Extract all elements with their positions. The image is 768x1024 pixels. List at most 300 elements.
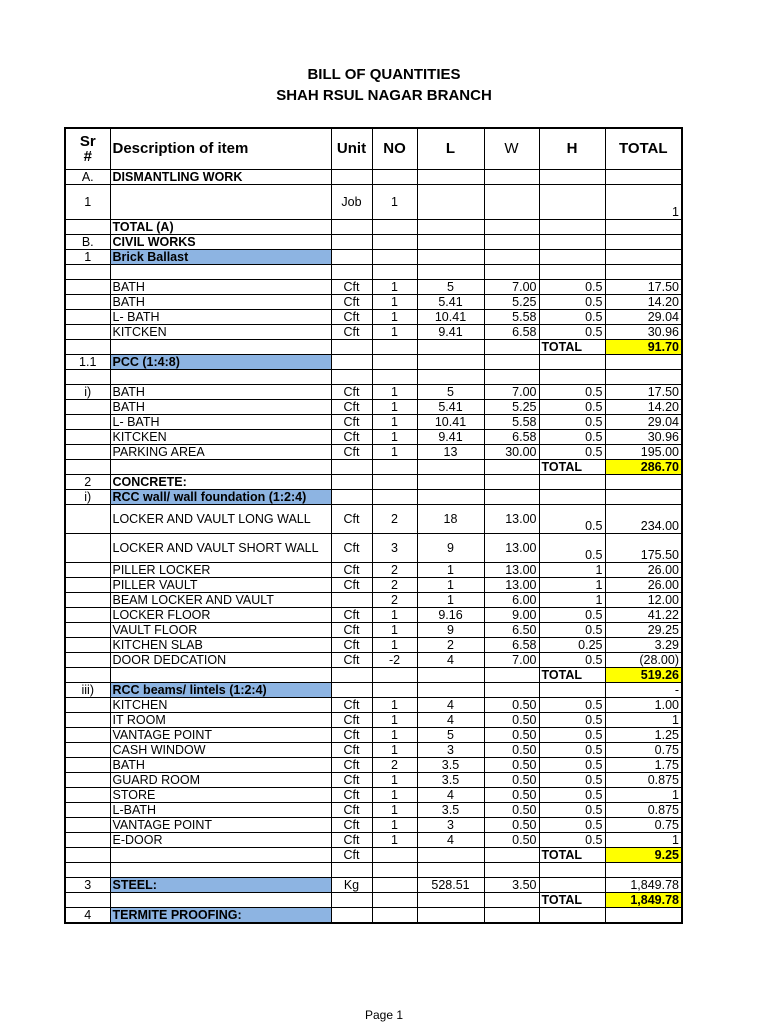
cell-no: 1 <box>372 295 417 310</box>
cell-unit <box>331 490 372 505</box>
cell-w <box>484 170 539 185</box>
cell-description: BATH <box>110 295 331 310</box>
cell-description: LOCKER AND VAULT LONG WALL <box>110 505 331 534</box>
cell-description: L- BATH <box>110 415 331 430</box>
cell-total: 1 <box>605 833 682 848</box>
page-footer: Page 1 <box>364 1008 404 1022</box>
cell-unit <box>331 370 372 385</box>
cell-no <box>372 848 417 863</box>
cell-w <box>484 250 539 265</box>
cell-description: PCC (1:4:8) <box>110 355 331 370</box>
cell-total: 1,849.78 <box>605 893 682 908</box>
cell-description: KITCHEN <box>110 698 331 713</box>
cell-total: 14.20 <box>605 295 682 310</box>
cell-total: 26.00 <box>605 563 682 578</box>
cell-sr <box>65 833 110 848</box>
header-unit: Unit <box>331 128 372 170</box>
cell-l <box>417 170 484 185</box>
cell-sr <box>65 893 110 908</box>
cell-h <box>539 265 605 280</box>
cell-unit: Cft <box>331 803 372 818</box>
table-row <box>65 370 682 385</box>
cell-total: 41.22 <box>605 608 682 623</box>
cell-w <box>484 908 539 924</box>
cell-total <box>605 370 682 385</box>
cell-h: 0.5 <box>539 430 605 445</box>
cell-total: 1 <box>605 713 682 728</box>
cell-no <box>372 475 417 490</box>
cell-total: 17.50 <box>605 385 682 400</box>
cell-h: 0.5 <box>539 788 605 803</box>
cell-no <box>372 908 417 924</box>
cell-h: 0.5 <box>539 773 605 788</box>
cell-description: BEAM LOCKER AND VAULT <box>110 593 331 608</box>
header-sr-label: Sr <box>79 133 96 150</box>
cell-unit: Cft <box>331 430 372 445</box>
cell-no <box>372 878 417 893</box>
cell-l: 3 <box>417 743 484 758</box>
cell-l <box>417 683 484 698</box>
cell-no: 1 <box>372 638 417 653</box>
cell-no: 1 <box>372 385 417 400</box>
cell-description: VANTAGE POINT <box>110 818 331 833</box>
cell-w: 13.00 <box>484 578 539 593</box>
cell-h: 0.5 <box>539 713 605 728</box>
cell-description: BATH <box>110 400 331 415</box>
cell-total <box>605 220 682 235</box>
cell-total <box>605 355 682 370</box>
cell-total <box>605 490 682 505</box>
cell-w: 6.00 <box>484 593 539 608</box>
cell-description: KITCKEN <box>110 325 331 340</box>
cell-sr <box>65 340 110 355</box>
cell-unit: Cft <box>331 295 372 310</box>
cell-no: 1 <box>372 833 417 848</box>
cell-sr <box>65 325 110 340</box>
cell-w <box>484 893 539 908</box>
cell-h: 0.5 <box>539 280 605 295</box>
table-row <box>65 623 682 638</box>
table-row <box>65 295 682 310</box>
cell-sr <box>65 310 110 325</box>
cell-sr <box>65 430 110 445</box>
cell-l: 5.41 <box>417 400 484 415</box>
cell-no: 2 <box>372 758 417 773</box>
cell-total: 234.00 <box>605 505 682 534</box>
cell-h: 0.5 <box>539 653 605 668</box>
cell-l <box>417 460 484 475</box>
cell-h: 0.5 <box>539 803 605 818</box>
cell-unit <box>331 668 372 683</box>
cell-w: 0.50 <box>484 803 539 818</box>
cell-no <box>372 668 417 683</box>
cell-description: VAULT FLOOR <box>110 623 331 638</box>
cell-l <box>417 220 484 235</box>
cell-unit: Job <box>331 185 372 220</box>
cell-no: 1 <box>372 773 417 788</box>
table-row <box>65 534 682 563</box>
cell-unit: Kg <box>331 878 372 893</box>
cell-no <box>372 893 417 908</box>
cell-description <box>110 340 331 355</box>
cell-l: 5 <box>417 280 484 295</box>
cell-total: 29.04 <box>605 415 682 430</box>
cell-sr: 1 <box>65 185 110 220</box>
cell-h: 1 <box>539 563 605 578</box>
table-body <box>65 170 682 924</box>
cell-w: 0.50 <box>484 773 539 788</box>
cell-sr: 3 <box>65 878 110 893</box>
cell-l: 9 <box>417 534 484 563</box>
cell-l <box>417 355 484 370</box>
cell-h: 0.5 <box>539 295 605 310</box>
cell-sr <box>65 295 110 310</box>
cell-sr: i) <box>65 490 110 505</box>
table-row <box>65 250 682 265</box>
table-row <box>65 280 682 295</box>
cell-h <box>539 878 605 893</box>
cell-unit: Cft <box>331 563 372 578</box>
cell-w: 13.00 <box>484 505 539 534</box>
header-total: TOTAL <box>605 128 682 170</box>
cell-total: 29.04 <box>605 310 682 325</box>
cell-unit: Cft <box>331 638 372 653</box>
cell-total: 0.875 <box>605 803 682 818</box>
cell-h <box>539 250 605 265</box>
cell-unit: Cft <box>331 788 372 803</box>
cell-sr <box>65 773 110 788</box>
header-hash-label: # <box>83 148 92 165</box>
cell-w <box>484 235 539 250</box>
cell-no: 1 <box>372 818 417 833</box>
cell-h: TOTAL <box>539 668 605 683</box>
cell-sr <box>65 818 110 833</box>
cell-sr <box>65 505 110 534</box>
table-row <box>65 698 682 713</box>
cell-sr <box>65 460 110 475</box>
cell-description: DOOR DEDCATION <box>110 653 331 668</box>
cell-h <box>539 235 605 250</box>
cell-description: BATH <box>110 385 331 400</box>
cell-h: TOTAL <box>539 848 605 863</box>
table-header-row <box>65 128 682 170</box>
cell-h: TOTAL <box>539 460 605 475</box>
cell-description: TOTAL (A) <box>110 220 331 235</box>
cell-w: 6.58 <box>484 325 539 340</box>
table-row <box>65 385 682 400</box>
cell-total: 1.00 <box>605 698 682 713</box>
boq-table <box>64 127 683 924</box>
header-no: NO <box>372 128 417 170</box>
cell-no: 2 <box>372 578 417 593</box>
cell-total: - <box>605 683 682 698</box>
cell-sr <box>65 788 110 803</box>
cell-total: 286.70 <box>605 460 682 475</box>
cell-unit <box>331 220 372 235</box>
cell-description: TERMITE PROOFING: <box>110 908 331 924</box>
cell-description <box>110 893 331 908</box>
cell-description <box>110 185 331 220</box>
cell-total: 12.00 <box>605 593 682 608</box>
cell-total: 1,849.78 <box>605 878 682 893</box>
cell-no: 1 <box>372 185 417 220</box>
cell-total: 9.25 <box>605 848 682 863</box>
table-row <box>65 593 682 608</box>
table-row <box>65 728 682 743</box>
cell-description: L-BATH <box>110 803 331 818</box>
cell-no: 1 <box>372 788 417 803</box>
cell-no: 1 <box>372 280 417 295</box>
cell-unit <box>331 340 372 355</box>
cell-no: 1 <box>372 713 417 728</box>
cell-sr: i) <box>65 385 110 400</box>
table-row <box>65 475 682 490</box>
cell-l: 1 <box>417 578 484 593</box>
cell-unit: Cft <box>331 445 372 460</box>
cell-description <box>110 668 331 683</box>
cell-description <box>110 370 331 385</box>
cell-h <box>539 475 605 490</box>
cell-sr <box>65 758 110 773</box>
cell-l: 1 <box>417 593 484 608</box>
cell-h: 0.5 <box>539 310 605 325</box>
cell-description <box>110 863 331 878</box>
table-row <box>65 460 682 475</box>
cell-no: 1 <box>372 608 417 623</box>
cell-w <box>484 355 539 370</box>
cell-unit <box>331 235 372 250</box>
cell-h <box>539 683 605 698</box>
cell-h: 0.5 <box>539 833 605 848</box>
cell-description: PARKING AREA <box>110 445 331 460</box>
header-sr <box>65 128 110 170</box>
cell-unit <box>331 265 372 280</box>
cell-w: 3.50 <box>484 878 539 893</box>
cell-description: L- BATH <box>110 310 331 325</box>
cell-unit: Cft <box>331 400 372 415</box>
table-row <box>65 908 682 924</box>
cell-l: 2 <box>417 638 484 653</box>
cell-unit <box>331 593 372 608</box>
cell-unit: Cft <box>331 758 372 773</box>
cell-w: 0.50 <box>484 758 539 773</box>
cell-total: 14.20 <box>605 400 682 415</box>
cell-w <box>484 848 539 863</box>
cell-unit: Cft <box>331 310 372 325</box>
cell-w <box>484 475 539 490</box>
cell-w: 0.50 <box>484 788 539 803</box>
table-row <box>65 445 682 460</box>
cell-sr <box>65 220 110 235</box>
cell-total: 29.25 <box>605 623 682 638</box>
cell-no: 1 <box>372 430 417 445</box>
cell-l: 4 <box>417 713 484 728</box>
cell-w <box>484 490 539 505</box>
cell-total: 26.00 <box>605 578 682 593</box>
cell-h <box>539 490 605 505</box>
cell-l: 4 <box>417 698 484 713</box>
cell-sr <box>65 563 110 578</box>
cell-w <box>484 220 539 235</box>
cell-sr <box>65 280 110 295</box>
table-row <box>65 878 682 893</box>
cell-total <box>605 475 682 490</box>
cell-sr: B. <box>65 235 110 250</box>
cell-no: 1 <box>372 803 417 818</box>
cell-unit: Cft <box>331 818 372 833</box>
cell-w: 0.50 <box>484 728 539 743</box>
cell-no: 1 <box>372 623 417 638</box>
cell-total: 519.26 <box>605 668 682 683</box>
cell-w <box>484 265 539 280</box>
cell-total: 1 <box>605 788 682 803</box>
header-w: W <box>484 128 539 170</box>
cell-unit: Cft <box>331 698 372 713</box>
table-row <box>65 265 682 280</box>
cell-h <box>539 908 605 924</box>
cell-l <box>417 185 484 220</box>
cell-unit <box>331 908 372 924</box>
table-row <box>65 743 682 758</box>
cell-w <box>484 460 539 475</box>
cell-w: 5.58 <box>484 310 539 325</box>
cell-total: 0.75 <box>605 743 682 758</box>
cell-unit: Cft <box>331 743 372 758</box>
table-row <box>65 340 682 355</box>
cell-no: 1 <box>372 445 417 460</box>
cell-total: 1.25 <box>605 728 682 743</box>
cell-h <box>539 370 605 385</box>
cell-w: 6.58 <box>484 430 539 445</box>
cell-sr <box>65 593 110 608</box>
cell-description: LOCKER FLOOR <box>110 608 331 623</box>
cell-no <box>372 250 417 265</box>
cell-l: 528.51 <box>417 878 484 893</box>
table-row <box>65 400 682 415</box>
cell-h <box>539 863 605 878</box>
cell-no <box>372 220 417 235</box>
cell-no <box>372 370 417 385</box>
header-description: Description of item <box>110 128 331 170</box>
cell-no <box>372 490 417 505</box>
cell-w: 0.50 <box>484 818 539 833</box>
cell-l: 18 <box>417 505 484 534</box>
cell-no: 1 <box>372 400 417 415</box>
cell-w <box>484 668 539 683</box>
cell-h: 0.5 <box>539 445 605 460</box>
cell-sr <box>65 698 110 713</box>
cell-total <box>605 908 682 924</box>
cell-w: 0.50 <box>484 833 539 848</box>
table-row <box>65 505 682 534</box>
cell-description <box>110 265 331 280</box>
cell-total <box>605 235 682 250</box>
table-row <box>65 683 682 698</box>
cell-l: 9.16 <box>417 608 484 623</box>
table-row <box>65 803 682 818</box>
cell-unit <box>331 460 372 475</box>
cell-sr <box>65 743 110 758</box>
cell-l: 5 <box>417 728 484 743</box>
cell-l: 5 <box>417 385 484 400</box>
cell-h: 0.5 <box>539 623 605 638</box>
cell-h: 0.5 <box>539 400 605 415</box>
cell-unit: Cft <box>331 385 372 400</box>
cell-h: 1 <box>539 593 605 608</box>
cell-l: 4 <box>417 653 484 668</box>
cell-sr <box>65 713 110 728</box>
header-h: H <box>539 128 605 170</box>
cell-no: -2 <box>372 653 417 668</box>
page-title: BILL OF QUANTITIES <box>307 66 461 83</box>
cell-description: DISMANTLING WORK <box>110 170 331 185</box>
cell-unit: Cft <box>331 773 372 788</box>
cell-w: 7.00 <box>484 385 539 400</box>
cell-l <box>417 863 484 878</box>
cell-l: 1 <box>417 563 484 578</box>
table-row <box>65 848 682 863</box>
cell-description: BATH <box>110 758 331 773</box>
cell-l: 9 <box>417 623 484 638</box>
table-row <box>65 668 682 683</box>
table-row <box>65 578 682 593</box>
cell-description: RCC beams/ lintels (1:2:4) <box>110 683 331 698</box>
cell-l <box>417 848 484 863</box>
cell-sr <box>65 638 110 653</box>
cell-w: 0.50 <box>484 698 539 713</box>
cell-h: 0.5 <box>539 505 605 534</box>
cell-w: 9.00 <box>484 608 539 623</box>
cell-sr <box>65 400 110 415</box>
cell-total <box>605 863 682 878</box>
cell-description: STORE <box>110 788 331 803</box>
cell-w <box>484 683 539 698</box>
cell-w: 0.50 <box>484 713 539 728</box>
cell-l: 5.41 <box>417 295 484 310</box>
cell-w <box>484 340 539 355</box>
cell-description: IT ROOM <box>110 713 331 728</box>
cell-h <box>539 170 605 185</box>
cell-description: PILLER LOCKER <box>110 563 331 578</box>
cell-total <box>605 265 682 280</box>
cell-sr <box>65 534 110 563</box>
cell-sr: 4 <box>65 908 110 924</box>
cell-unit <box>331 355 372 370</box>
table-row <box>65 415 682 430</box>
cell-sr <box>65 668 110 683</box>
cell-h: 0.5 <box>539 534 605 563</box>
cell-h: 0.5 <box>539 758 605 773</box>
table-row <box>65 818 682 833</box>
cell-description <box>110 848 331 863</box>
cell-h: 0.5 <box>539 743 605 758</box>
cell-description: KITCKEN <box>110 430 331 445</box>
cell-unit <box>331 683 372 698</box>
cell-description: PILLER VAULT <box>110 578 331 593</box>
cell-h: TOTAL <box>539 340 605 355</box>
cell-description: CASH WINDOW <box>110 743 331 758</box>
cell-sr <box>65 848 110 863</box>
cell-h: 0.5 <box>539 608 605 623</box>
cell-sr <box>65 623 110 638</box>
cell-unit: Cft <box>331 578 372 593</box>
table-row <box>65 185 682 220</box>
cell-w: 6.50 <box>484 623 539 638</box>
cell-l: 4 <box>417 833 484 848</box>
table-row <box>65 893 682 908</box>
cell-no: 3 <box>372 534 417 563</box>
table-row <box>65 310 682 325</box>
